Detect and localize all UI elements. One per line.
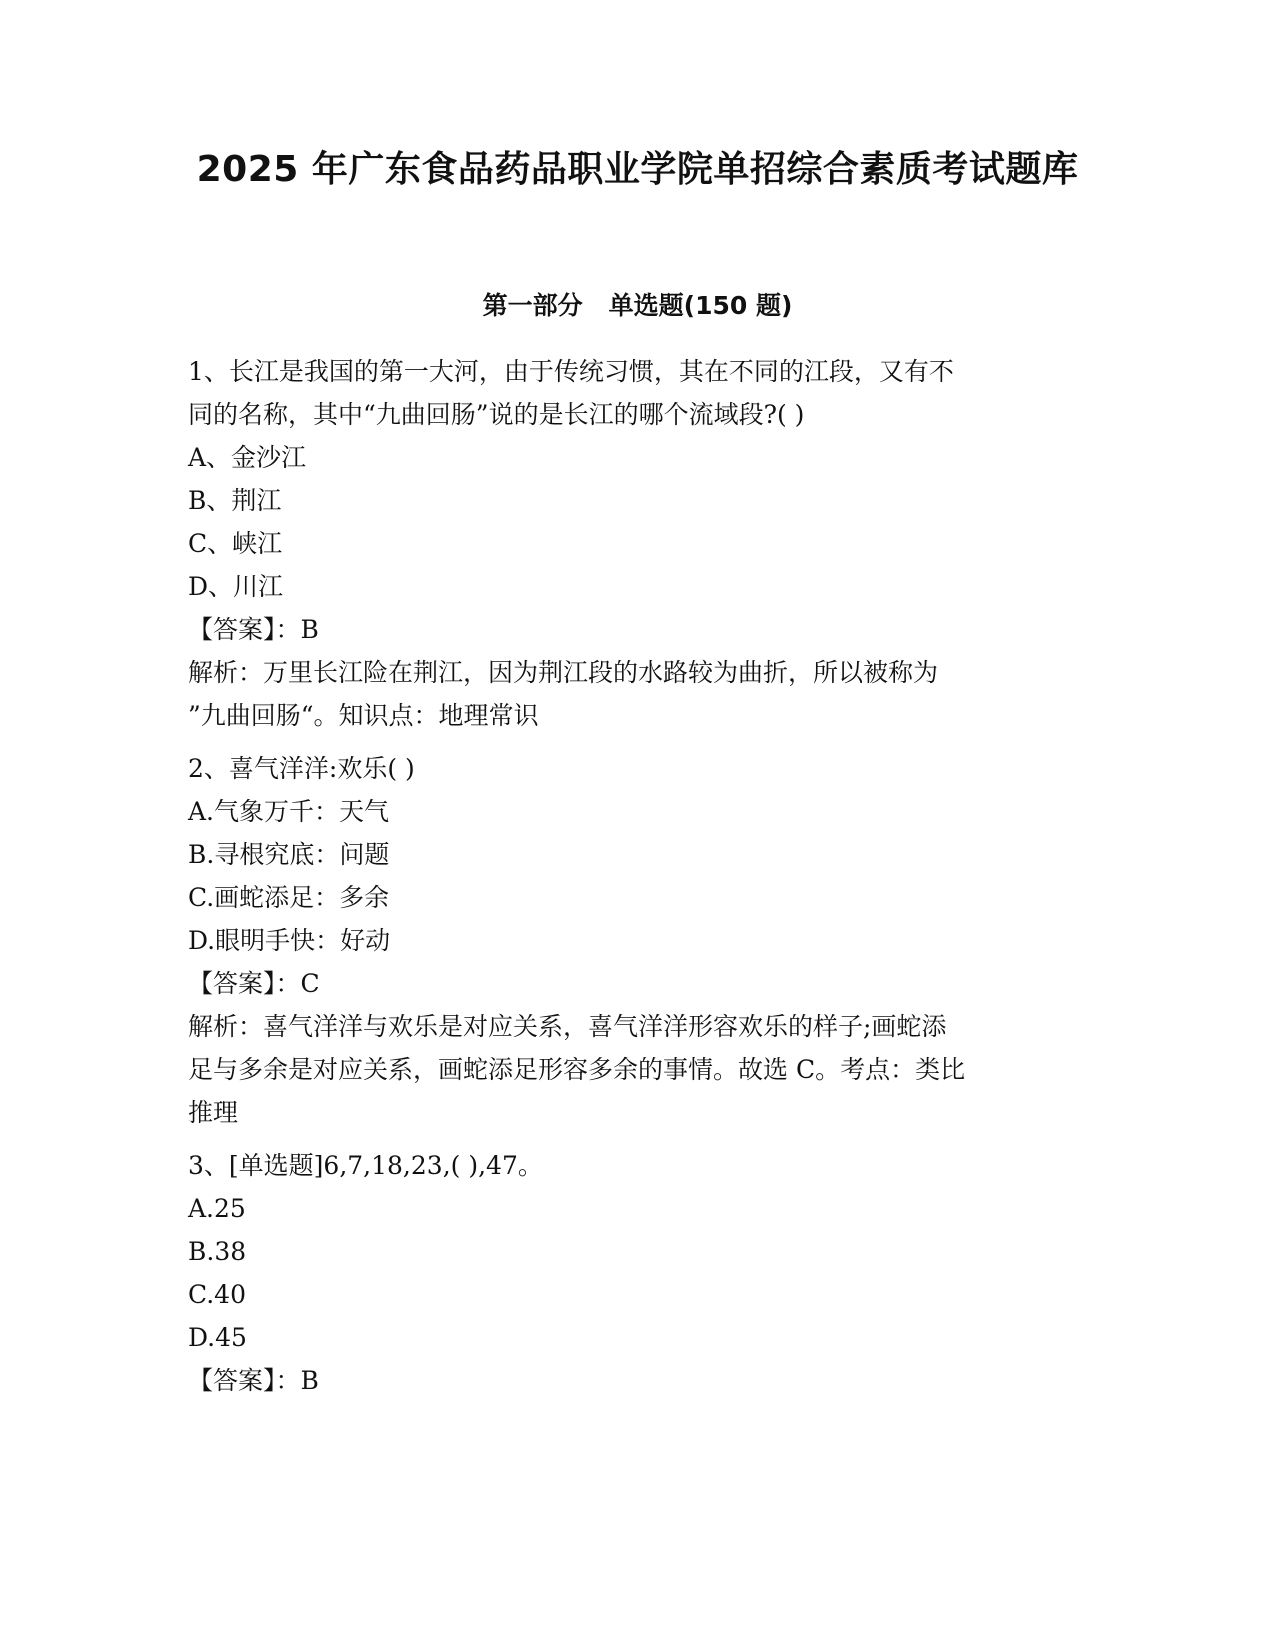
- option-d: D、川江: [188, 572, 284, 601]
- question-stem-line: 2、喜气洋洋:欢乐( ): [188, 754, 415, 783]
- option-d: D.眼明手快：好动: [188, 926, 391, 955]
- analysis-line: 解析：万里长江险在荆江，因为荆江段的水路较为曲折，所以被称为: [188, 658, 939, 687]
- option-b: B.38: [188, 1237, 247, 1266]
- option-c: C.画蛇添足：多余: [188, 883, 390, 912]
- question-block: [188, 747, 1088, 1134]
- analysis-line: 足与多余是对应关系，画蛇添足形容多余的事情。故选 C。考点：类比: [188, 1055, 966, 1084]
- section-title: 第一部分 单选题(150 题): [482, 291, 793, 320]
- option-b: B、荆江: [188, 486, 282, 515]
- analysis-line: ”九曲回肠“。知识点：地理常识: [188, 701, 539, 730]
- option-c: C.40: [188, 1280, 246, 1309]
- question-stem-line: 同的名称，其中“九曲回肠”说的是长江的哪个流域段?( ): [188, 400, 805, 429]
- option-a: A、金沙江: [188, 443, 307, 472]
- question-stem-line: 3、[单选题]6,7,18,23,( ),47。: [188, 1151, 543, 1180]
- question-spacer: [188, 1134, 1088, 1144]
- question-stem-line: 1、长江是我国的第一大河，由于传统习惯，其在不同的江段，又有不: [188, 357, 954, 386]
- analysis-line: 解析：喜气洋洋与欢乐是对应关系，喜气洋洋形容欢乐的样子;画蛇添: [188, 1012, 947, 1041]
- option-c: C、峡江: [188, 529, 283, 558]
- option-d: D.45: [188, 1323, 247, 1352]
- answer-line: 【答案】：C: [188, 969, 320, 998]
- option-a: A.气象万千：天气: [188, 797, 390, 826]
- question-block: [188, 1144, 1088, 1402]
- question-list: [188, 350, 1088, 1402]
- question-spacer: [188, 737, 1088, 747]
- analysis-line: 推理: [188, 1098, 239, 1127]
- option-a: A.25: [188, 1194, 246, 1223]
- document-title: 2025 年广东食品药品职业学院单招综合素质考试题库: [196, 149, 1079, 190]
- answer-line: 【答案】：B: [188, 1366, 319, 1395]
- answer-line: 【答案】：B: [188, 615, 319, 644]
- question-block: [188, 350, 1088, 737]
- option-b: B.寻根究底：问题: [188, 840, 390, 869]
